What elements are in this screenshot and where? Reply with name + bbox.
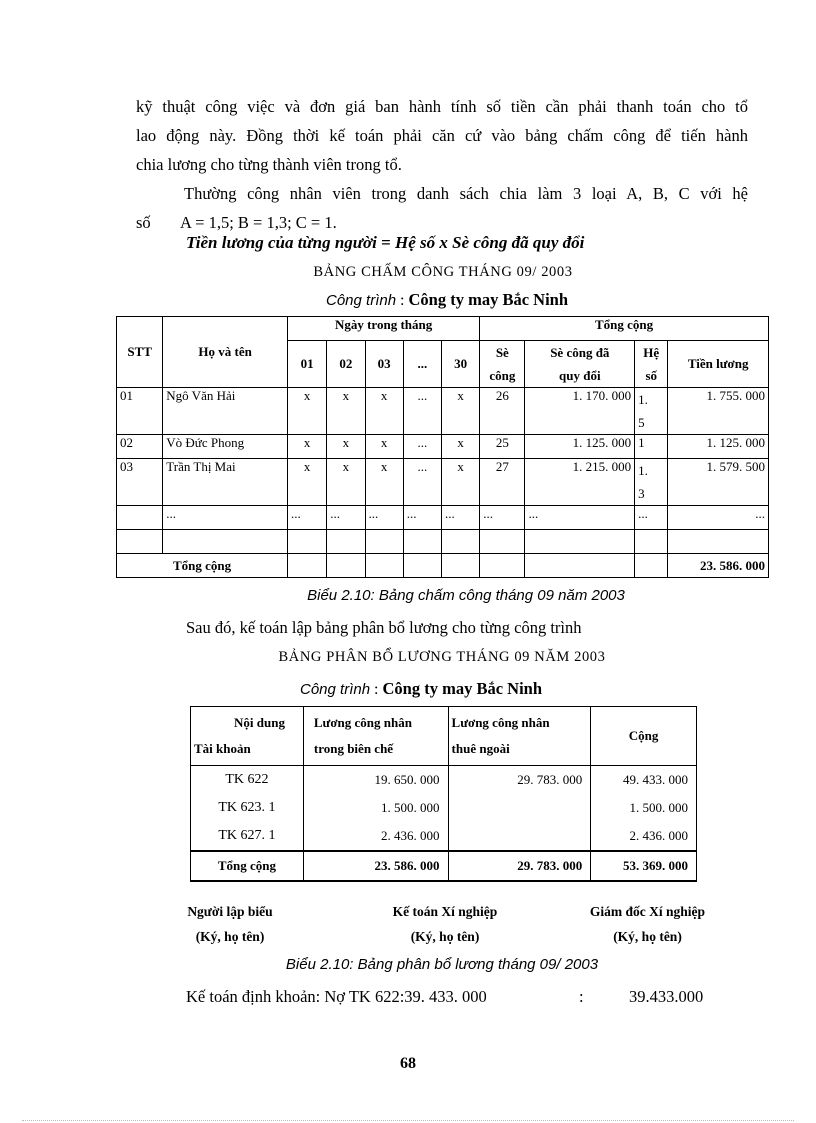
- header-thue-ngoai: Lương công nhân thuê ngoài: [448, 707, 591, 766]
- signature-title: Kế toán Xí nghiệp: [392, 904, 498, 919]
- table1-title: BẢNG CHẤM CÔNG THÁNG 09/ 2003: [313, 264, 573, 280]
- total-label: Tổng cộng: [117, 554, 288, 578]
- total-label: Tổng cộng: [191, 851, 304, 881]
- cell-stt: 01: [117, 388, 163, 435]
- total-thue-ngoai: 29. 783. 000: [448, 851, 591, 881]
- cell-he-so: 1. 3: [635, 459, 668, 506]
- table-row: [117, 459, 769, 506]
- cell-bien-che: 1. 500. 000: [303, 794, 448, 822]
- body-paragraph: [136, 92, 748, 237]
- cell-day: x: [441, 388, 479, 435]
- header-days: Ngày trong tháng: [288, 317, 480, 341]
- header-quy-doi: Sè công đã quy đổi: [525, 341, 635, 388]
- cell-he-so: 1. 5: [635, 388, 668, 435]
- table-total-row: [191, 851, 697, 881]
- cell-day: ...: [403, 459, 441, 506]
- paragraph-text: số: [136, 213, 151, 232]
- allocation-table: [190, 706, 697, 882]
- project-sep: :: [374, 681, 379, 698]
- total-cong: 53. 369. 000: [591, 851, 697, 881]
- cell-quy-doi: 1. 170. 000: [525, 388, 635, 435]
- paragraph-text: A = 1,5; B = 1,3; C = 1.: [180, 213, 337, 232]
- cell-name: Ngô Văn Hải: [163, 388, 288, 435]
- cell-name: Trần Thị Mai: [163, 459, 288, 506]
- table-row-ellipsis: [117, 506, 769, 530]
- table-row: [191, 766, 697, 795]
- header-content-account: Nội dung Tài khoản: [191, 707, 304, 766]
- cell-day: x: [365, 435, 403, 459]
- paragraph-line: chia lương cho từng thành viên trong tổ.: [136, 155, 402, 174]
- cell-day: x: [288, 435, 327, 459]
- signature-block: [565, 899, 730, 949]
- header-se-cong: Sè công: [480, 341, 525, 388]
- table-row: [191, 794, 697, 822]
- table-total-row: [117, 554, 769, 578]
- header-total: Tổng cộng: [480, 317, 769, 341]
- cell-se-cong: 26: [480, 388, 525, 435]
- total-value: 23. 586. 000: [668, 554, 769, 578]
- cell-se-cong: 27: [480, 459, 525, 506]
- cell-day: x: [365, 459, 403, 506]
- accounting-entry: [186, 987, 487, 1007]
- signature-block: [150, 899, 310, 949]
- project-sep: :: [400, 292, 405, 309]
- header-day-30: 30: [441, 341, 479, 388]
- cell-quy-doi: 1. 125. 000: [525, 435, 635, 459]
- signature-block: [360, 899, 530, 949]
- cell-cong: 49. 433. 000: [591, 766, 697, 795]
- table1-project: [326, 290, 568, 310]
- cell-day: x: [288, 459, 327, 506]
- cell-day: x: [327, 388, 365, 435]
- table-row: [117, 435, 769, 459]
- table-row: [117, 388, 769, 435]
- paragraph-line: Thường công nhân viên trong danh sách chia làm 3 loại A, B, C với hệ: [184, 184, 748, 203]
- page-number: 68: [400, 1055, 416, 1072]
- cell-se-cong: 25: [480, 435, 525, 459]
- header-cong: Cộng: [591, 707, 697, 766]
- cell-cong: 1. 500. 000: [591, 794, 697, 822]
- table-row-empty: [117, 530, 769, 554]
- cell-bien-che: 19. 650. 000: [303, 766, 448, 795]
- header-day-01: 01: [288, 341, 327, 388]
- cell-stt: 03: [117, 459, 163, 506]
- header-bien-che: Lương công nhân trong biên chế: [303, 707, 448, 766]
- table2-project: [300, 679, 542, 699]
- cell-account: TK 623. 1: [191, 794, 304, 822]
- cell-tien-luong: 1. 755. 000: [668, 388, 769, 435]
- cell-account: TK 622: [191, 766, 304, 795]
- entry-amount: 39.433.000: [629, 987, 704, 1006]
- cell-day: x: [441, 459, 479, 506]
- header-day-dots: ...: [403, 341, 441, 388]
- cell-dots: ...: [288, 506, 327, 530]
- page-divider: [22, 1120, 794, 1121]
- table2-title: BẢNG PHÂN BỔ LƯƠNG THÁNG 09 NĂM 2003: [278, 649, 606, 665]
- cell-day: x: [327, 435, 365, 459]
- cell-day: x: [365, 388, 403, 435]
- cell-thue-ngoai: [448, 822, 591, 851]
- project-value: Công ty may Bắc Ninh: [382, 679, 543, 698]
- cell-dots: ...: [403, 506, 441, 530]
- cell-day: x: [441, 435, 479, 459]
- intro-text: Sau đó, kế toán lập bảng phân bổ lương cho từng công trình: [186, 618, 582, 637]
- cell-dots: ...: [480, 506, 525, 530]
- cell-stt: 02: [117, 435, 163, 459]
- paragraph-line: lao động này. Đồng thời kế toán phải căn cứ vào bảng chấm công để tiến hành: [136, 126, 748, 145]
- salary-formula: Tiền lương của từng người = Hệ số x Sè công đã quy đổi: [186, 233, 585, 252]
- cell-dots: ...: [327, 506, 365, 530]
- entry-colon: :: [579, 987, 584, 1006]
- cell-day: x: [288, 388, 327, 435]
- cell-name: Vò Đức Phong: [163, 435, 288, 459]
- cell-day: ...: [403, 388, 441, 435]
- cell-tien-luong: 1. 125. 000: [668, 435, 769, 459]
- signature-title: Giám đốc Xí nghiệp: [589, 904, 706, 919]
- project-label: Công trình: [326, 292, 397, 309]
- cell-dots: ...: [365, 506, 403, 530]
- signature-note: (Ký, họ tên): [195, 929, 265, 944]
- signature-note: (Ký, họ tên): [613, 929, 682, 944]
- cell-dots: ...: [635, 506, 668, 530]
- caption-2: Biểu 2.10: Bảng phân bổ lương tháng 09/ 2003: [285, 956, 599, 973]
- header-name: Họ và tên: [163, 317, 288, 388]
- project-label: Công trình: [300, 681, 371, 698]
- cell-bien-che: 2. 436. 000: [303, 822, 448, 851]
- caption-1: Biểu 2.10: Bảng chấm công tháng 09 năm 2003: [307, 587, 625, 604]
- cell-tien-luong: 1. 579. 500: [668, 459, 769, 506]
- cell-dots: ...: [163, 506, 288, 530]
- cell-quy-doi: 1. 215. 000: [525, 459, 635, 506]
- header-day-02: 02: [327, 341, 365, 388]
- header-day-03: 03: [365, 341, 403, 388]
- cell-dots: ...: [525, 506, 635, 530]
- header-tien-luong: Tiền lương: [668, 341, 769, 388]
- signature-note: (Ký, họ tên): [410, 929, 480, 944]
- cell-dots: ...: [441, 506, 479, 530]
- cell-day: ...: [403, 435, 441, 459]
- entry-text: Kế toán định khoản: Nợ TK 622:39. 433. 000: [186, 987, 487, 1006]
- table-row: [191, 822, 697, 851]
- total-bien-che: 23. 586. 000: [303, 851, 448, 881]
- paragraph-line: kỹ thuật công việc và đơn giá ban hành tính số tiền cần phải thanh toán cho tổ: [136, 97, 748, 116]
- cell-cong: 2. 436. 000: [591, 822, 697, 851]
- cell-day: x: [327, 459, 365, 506]
- project-value: Công ty may Bắc Ninh: [408, 290, 569, 309]
- cell-thue-ngoai: [448, 794, 591, 822]
- cell-dots: ...: [668, 506, 769, 530]
- cell-he-so: 1: [635, 435, 668, 459]
- timesheet-table: [116, 316, 769, 578]
- cell-thue-ngoai: 29. 783. 000: [448, 766, 591, 795]
- header-he-so: Hệ số: [635, 341, 668, 388]
- cell-account: TK 627. 1: [191, 822, 304, 851]
- signature-title: Người lập biểu: [187, 904, 273, 919]
- header-stt: STT: [117, 317, 163, 388]
